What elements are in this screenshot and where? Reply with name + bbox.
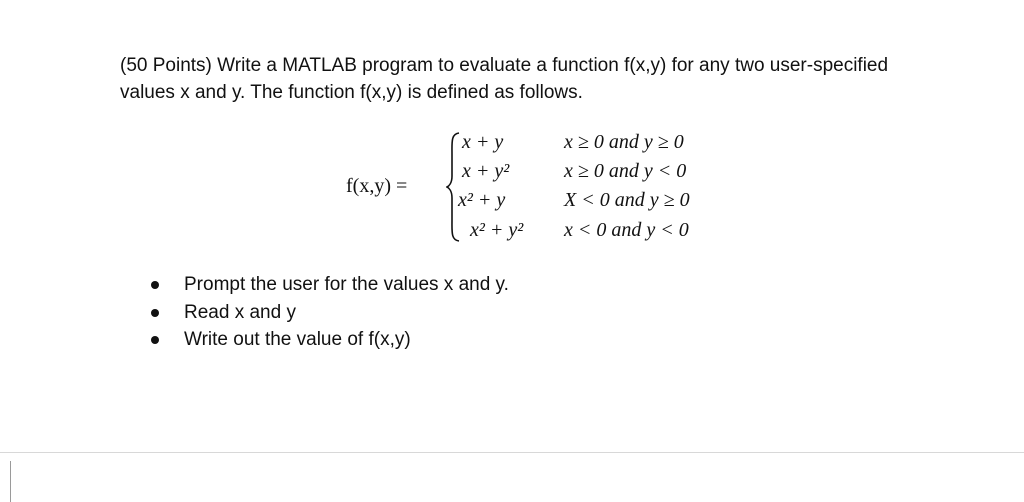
bullet-icon: [151, 281, 159, 289]
bullet-icon: [151, 309, 159, 317]
list-item-text: Prompt the user for the values x and y.: [184, 274, 509, 295]
case-expression: x² + y: [458, 189, 506, 211]
text-entry-area[interactable]: [0, 453, 1024, 502]
piecewise-equation: [340, 128, 760, 246]
case-condition: x < 0 and y < 0: [564, 219, 689, 241]
case-expression: x² + y²: [470, 219, 524, 241]
list-item-text: Write out the value of f(x,y): [184, 329, 411, 350]
case-condition: x ≥ 0 and y < 0: [564, 160, 687, 182]
case-expression: x + y: [462, 131, 504, 153]
problem-statement-line-1: (50 Points) Write a MATLAB program to evaluate a function f(x,y) for any two user-specified: [120, 55, 889, 76]
problem-statement-line-2: values x and y. The function f(x,y) is defined as follows.: [120, 82, 583, 103]
case-expression: x + y²: [462, 160, 510, 182]
problem-statement: [120, 52, 940, 106]
bullet-icon: [151, 336, 159, 344]
text-caret: [10, 461, 11, 502]
case-condition: x ≥ 0 and y ≥ 0: [564, 131, 684, 153]
list-item-text: Read x and y: [184, 301, 296, 323]
equation-lhs: f(x,y) =: [346, 175, 408, 197]
case-condition: X < 0 and y ≥ 0: [564, 189, 690, 211]
